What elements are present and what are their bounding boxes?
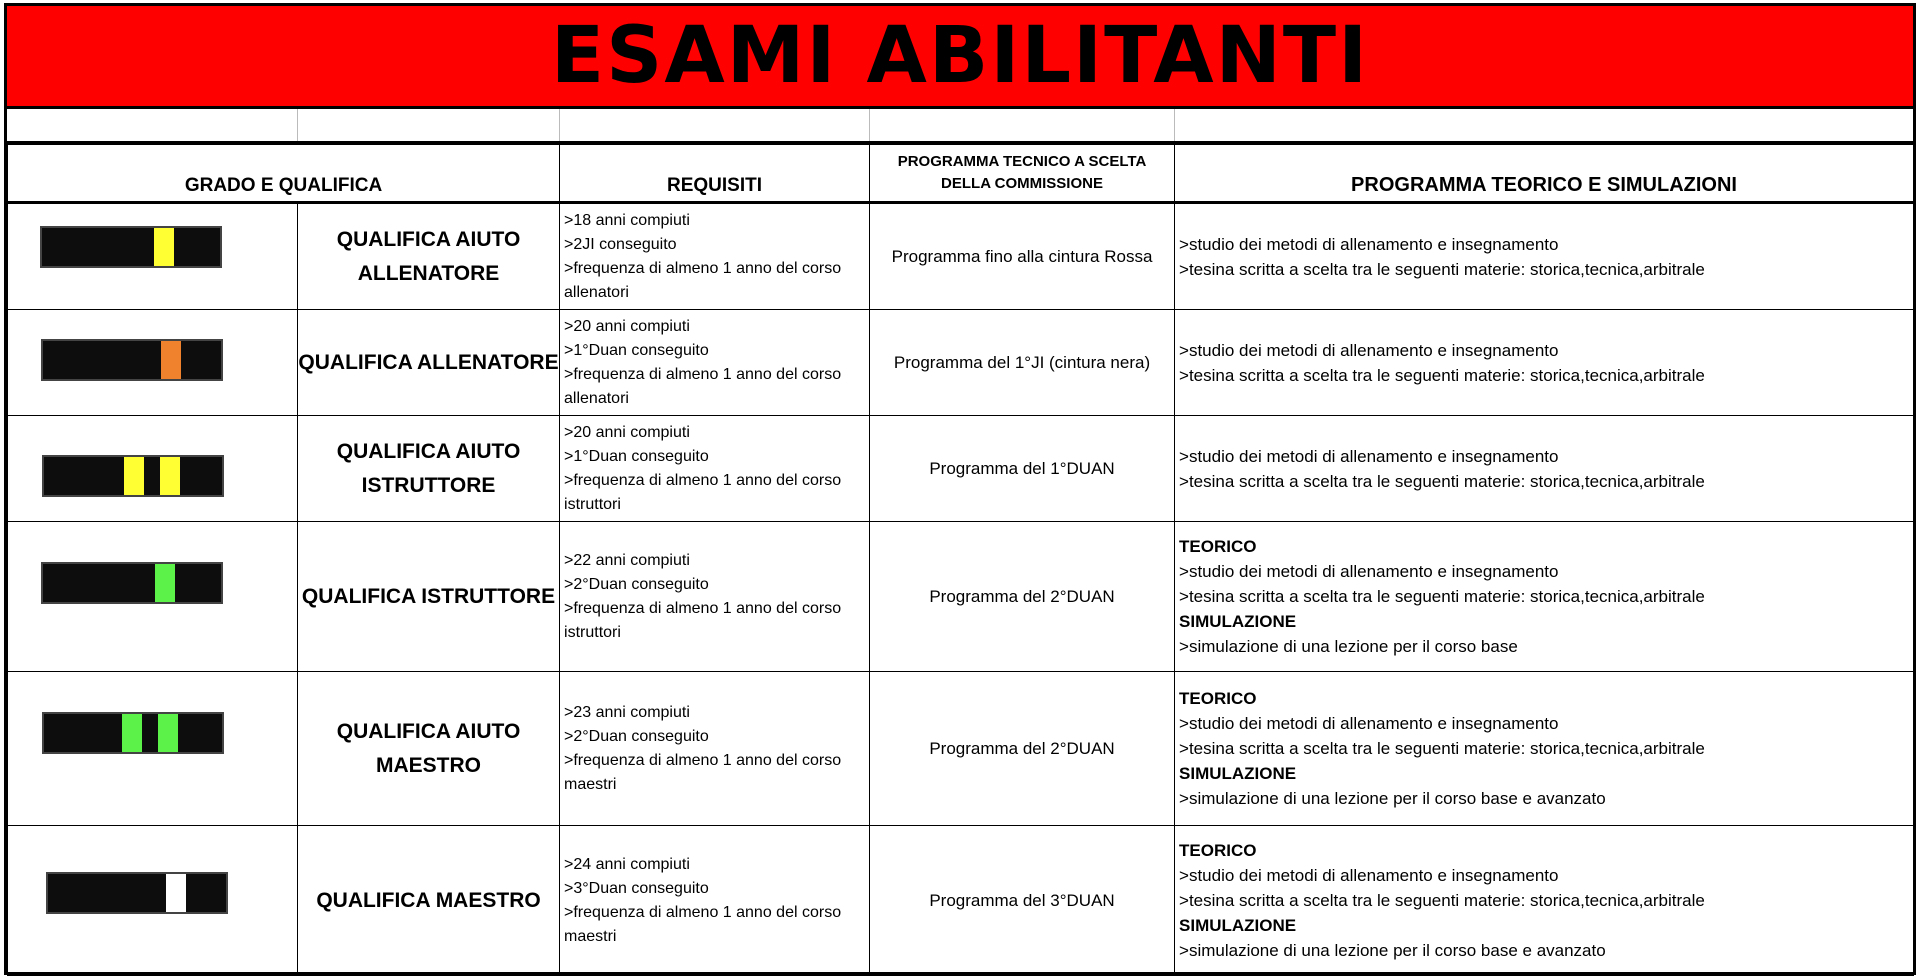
belt-icon bbox=[46, 872, 228, 914]
belt-cell bbox=[8, 203, 298, 310]
theory-line: >simulazione di una lezione per il corso base bbox=[1179, 637, 1518, 656]
qualification-cell bbox=[298, 522, 560, 672]
requirement-line: >24 anni compiuti bbox=[564, 855, 690, 873]
qualification-text: QUALIFICA AIUTO bbox=[336, 227, 521, 251]
theory-line: >studio dei metodi di allenamento e insegnamento bbox=[1179, 340, 1559, 360]
table-row bbox=[8, 522, 1914, 672]
header-requirements: REQUISITI bbox=[560, 145, 870, 203]
table-row bbox=[8, 310, 1914, 416]
exam-sheet bbox=[4, 3, 1916, 975]
green-stripe bbox=[155, 564, 175, 602]
theory-label-teorico: TEORICO bbox=[1179, 537, 1257, 556]
belt-cell bbox=[8, 522, 298, 672]
header-row bbox=[8, 145, 1914, 203]
technical-cell: Programma fino alla cintura Rossa bbox=[870, 203, 1175, 310]
header-technical bbox=[870, 145, 1175, 203]
requirements-cell bbox=[560, 203, 870, 310]
spacer-divider bbox=[1174, 109, 1175, 141]
orange-stripe bbox=[161, 341, 181, 379]
green-stripe bbox=[158, 714, 178, 752]
requirement-line: allenatori bbox=[564, 389, 629, 407]
requirements-cell bbox=[560, 310, 870, 416]
header-technical-line2: DELLA COMMISSIONE bbox=[941, 175, 1103, 192]
yellow-stripe bbox=[154, 228, 174, 266]
belt-icon bbox=[42, 712, 224, 754]
theory-line: >tesina scritta a scelta tra le seguenti materie: storica,tecnica,arbitrale bbox=[1179, 259, 1705, 279]
theory-line: >tesina scritta a scelta tra le seguenti materie: storica,tecnica,arbitrale bbox=[1179, 587, 1705, 606]
belt-cell bbox=[8, 310, 298, 416]
belt-icon bbox=[42, 455, 224, 497]
theory-line: >studio dei metodi di allenamento e insegnamento bbox=[1179, 562, 1559, 581]
green-stripe bbox=[122, 714, 142, 752]
requirement-line: >1°Duan conseguito bbox=[564, 341, 709, 359]
qualification-text: MAESTRO bbox=[376, 753, 481, 777]
requirement-line: istruttori bbox=[564, 623, 621, 641]
theory-cell bbox=[1175, 310, 1914, 416]
technical-cell: Programma del 2°DUAN bbox=[870, 672, 1175, 826]
theory-label-simulazione: SIMULAZIONE bbox=[1179, 916, 1297, 935]
belt-cell bbox=[8, 672, 298, 826]
table-row bbox=[8, 203, 1914, 310]
qualification-text: QUALIFICA AIUTO bbox=[336, 439, 521, 463]
qualification-text: QUALIFICA AIUTO bbox=[336, 719, 521, 743]
header-theory: PROGRAMMA TEORICO E SIMULAZIONI bbox=[1175, 145, 1914, 203]
theory-label-teorico: TEORICO bbox=[1179, 841, 1257, 860]
theory-line: >studio dei metodi di allenamento e insegnamento bbox=[1179, 446, 1559, 466]
theory-cell bbox=[1175, 672, 1914, 826]
theory-label-simulazione: SIMULAZIONE bbox=[1179, 764, 1297, 783]
exam-table bbox=[7, 144, 1914, 976]
theory-cell bbox=[1175, 203, 1914, 310]
requirement-line: allenatori bbox=[564, 283, 629, 301]
qualification-text: QUALIFICA ALLENATORE bbox=[298, 350, 559, 374]
theory-line: >studio dei metodi di allenamento e insegnamento bbox=[1179, 866, 1559, 885]
requirement-line: >frequenza di almeno 1 anno del corso bbox=[564, 903, 842, 921]
belt-cell bbox=[8, 416, 298, 522]
qualification-cell bbox=[298, 203, 560, 310]
theory-line: >simulazione di una lezione per il corso base e avanzato bbox=[1179, 941, 1606, 960]
requirement-line: maestri bbox=[564, 775, 617, 793]
requirement-line: >22 anni compiuti bbox=[564, 551, 690, 569]
requirement-line: >18 anni compiuti bbox=[564, 211, 690, 229]
qualification-cell bbox=[298, 826, 560, 976]
title-band bbox=[7, 6, 1913, 109]
spacer-divider bbox=[297, 109, 298, 141]
belt-cell bbox=[8, 826, 298, 976]
requirement-line: >2°Duan conseguito bbox=[564, 575, 709, 593]
technical-cell: Programma del 2°DUAN bbox=[870, 522, 1175, 672]
requirement-line: >frequenza di almeno 1 anno del corso bbox=[564, 599, 842, 617]
theory-label-simulazione: SIMULAZIONE bbox=[1179, 612, 1297, 631]
requirement-line: >3°Duan conseguito bbox=[564, 879, 709, 897]
theory-line: >tesina scritta a scelta tra le seguenti materie: storica,tecnica,arbitrale bbox=[1179, 471, 1705, 491]
theory-line: >studio dei metodi di allenamento e insegnamento bbox=[1179, 234, 1559, 254]
theory-line: >studio dei metodi di allenamento e insegnamento bbox=[1179, 714, 1559, 733]
white-stripe bbox=[166, 874, 186, 912]
requirement-line: >frequenza di almeno 1 anno del corso bbox=[564, 365, 842, 383]
qualification-cell bbox=[298, 672, 560, 826]
theory-line: >simulazione di una lezione per il corso base e avanzato bbox=[1179, 789, 1606, 808]
table-row bbox=[8, 416, 1914, 522]
requirement-line: >frequenza di almeno 1 anno del corso bbox=[564, 751, 842, 769]
header-grade: GRADO E QUALIFICA bbox=[8, 145, 560, 203]
empty-spacer-row bbox=[7, 109, 1913, 144]
requirement-line: >20 anni compiuti bbox=[564, 317, 690, 335]
requirement-line: >2°Duan conseguito bbox=[564, 727, 709, 745]
theory-cell bbox=[1175, 416, 1914, 522]
theory-line: >tesina scritta a scelta tra le seguenti materie: storica,tecnica,arbitrale bbox=[1179, 365, 1705, 385]
requirement-line: >1°Duan conseguito bbox=[564, 447, 709, 465]
page-title: ESAMI ABILITANTI bbox=[550, 11, 1370, 101]
table-row bbox=[8, 826, 1914, 976]
technical-cell: Programma del 1°DUAN bbox=[870, 416, 1175, 522]
theory-cell bbox=[1175, 826, 1914, 976]
spacer-divider bbox=[869, 109, 870, 141]
table-row bbox=[8, 672, 1914, 826]
theory-line: >tesina scritta a scelta tra le seguenti materie: storica,tecnica,arbitrale bbox=[1179, 891, 1705, 910]
qualification-cell bbox=[298, 416, 560, 522]
qualification-text: ISTRUTTORE bbox=[361, 473, 496, 497]
requirements-cell bbox=[560, 522, 870, 672]
yellow-stripe bbox=[124, 457, 144, 495]
theory-line: >tesina scritta a scelta tra le seguenti materie: storica,tecnica,arbitrale bbox=[1179, 739, 1705, 758]
requirement-line: >frequenza di almeno 1 anno del corso bbox=[564, 471, 842, 489]
requirement-line: >frequenza di almeno 1 anno del corso bbox=[564, 259, 842, 277]
theory-label-teorico: TEORICO bbox=[1179, 689, 1257, 708]
spacer-divider bbox=[559, 109, 560, 141]
requirement-line: maestri bbox=[564, 927, 617, 945]
requirements-cell bbox=[560, 416, 870, 522]
belt-icon bbox=[40, 226, 222, 268]
belt-icon bbox=[41, 562, 223, 604]
requirement-line: >20 anni compiuti bbox=[564, 423, 690, 441]
technical-cell: Programma del 3°DUAN bbox=[870, 826, 1175, 976]
qualification-cell bbox=[298, 310, 560, 416]
technical-cell: Programma del 1°JI (cintura nera) bbox=[870, 310, 1175, 416]
requirement-line: >23 anni compiuti bbox=[564, 703, 690, 721]
qualification-text: QUALIFICA MAESTRO bbox=[316, 888, 541, 912]
qualification-text: ALLENATORE bbox=[357, 261, 500, 285]
requirement-line: istruttori bbox=[564, 495, 621, 513]
qualification-text: QUALIFICA ISTRUTTORE bbox=[301, 584, 556, 608]
header-technical-line1: PROGRAMMA TECNICO A SCELTA bbox=[897, 153, 1147, 170]
requirements-cell bbox=[560, 826, 870, 976]
belt-icon bbox=[41, 339, 223, 381]
requirements-cell bbox=[560, 672, 870, 826]
theory-cell bbox=[1175, 522, 1914, 672]
requirement-line: >2JI conseguito bbox=[564, 235, 677, 253]
yellow-stripe bbox=[160, 457, 180, 495]
